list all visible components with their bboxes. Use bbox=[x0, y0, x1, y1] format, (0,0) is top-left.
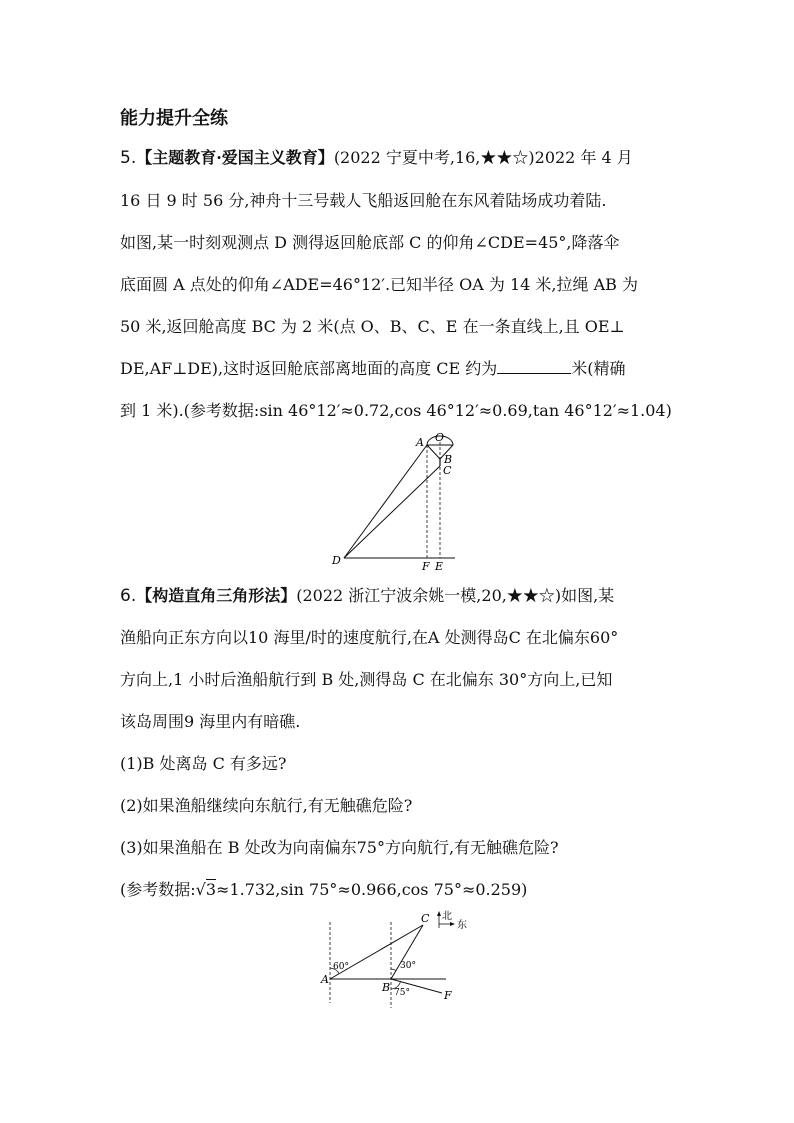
q6-label-60: 60° bbox=[333, 962, 349, 972]
q5-rope-ab bbox=[427, 445, 440, 459]
q6-label-f: F bbox=[444, 989, 452, 1002]
east-arrow-icon bbox=[450, 922, 455, 926]
q6-arc-30 bbox=[391, 969, 396, 971]
q5-line-7: 到 1 米).(参考数据:sin 46°12′≈0.72,cos 46°12′≈0.69,tan 46°12′≈1.04) bbox=[120, 401, 672, 420]
q5-label-o: O bbox=[435, 431, 445, 444]
q5-line-4: 底面圆 A 点处的仰角∠ADE=46°12′.已知半径 OA 为 14 米,拉绳 AB 为 bbox=[120, 275, 638, 294]
q5-label-d: D bbox=[332, 554, 341, 567]
q6-label-a: A bbox=[321, 973, 329, 986]
q5-line-da bbox=[344, 445, 427, 558]
answer-blank bbox=[497, 359, 571, 374]
q5-line-3: 如图,某一时刻观测点 D 测得返回舱底部 C 的仰角∠CDE=45°,降落伞 bbox=[120, 233, 620, 252]
q5-line-1 bbox=[120, 148, 633, 168]
q5-label-f: F bbox=[422, 560, 430, 573]
q5-line-dc bbox=[344, 466, 440, 558]
q6-ref-a: (参考数据: bbox=[120, 880, 196, 899]
q6-figure bbox=[318, 908, 478, 1013]
q5-figure bbox=[330, 430, 465, 575]
q5-number: 5. bbox=[120, 148, 137, 168]
q5-line-5: 50 米,返回舱高度 BC 为 2 米(点 O、B、C、E 在一条直线上,且 OE⊥ bbox=[120, 317, 625, 336]
q6-tag: 【构造直角三角形法】 bbox=[136, 586, 297, 605]
q6-label-30: 30° bbox=[400, 961, 416, 971]
q6-label-75: 75° bbox=[394, 988, 410, 998]
q6-line-4: 该岛周围9 海里内有暗礁. bbox=[120, 712, 301, 731]
q5-line-2: 16 日 9 时 56 分,神舟十三号载人飞船返回舱在东风着陆场成功着陆. bbox=[120, 191, 607, 210]
sqrt-symbol: √ bbox=[195, 880, 206, 899]
q6-label-c: C bbox=[421, 912, 430, 925]
q5-label-c: C bbox=[443, 464, 452, 477]
q5-tag: 【主题教育·爱国主义教育】 bbox=[136, 148, 334, 167]
q5-label-e: E bbox=[435, 560, 444, 573]
q6-number: 6. bbox=[120, 586, 137, 606]
q6-line-2: 渔船向正东方向以10 海里/时的速度航行,在A 处测得岛C 在北偏东60° bbox=[120, 628, 619, 647]
q6-text-1: (2022 浙江宁波余姚一模,20,★★☆)如图,某 bbox=[296, 586, 615, 605]
q5-label-a: A bbox=[416, 436, 424, 449]
q6-ref-b: ≈1.732,sin 75°≈0.966,cos 75°≈0.259) bbox=[216, 880, 528, 899]
sqrt-value: 3 bbox=[205, 880, 217, 899]
north-arrow-icon bbox=[437, 911, 441, 916]
q6-reference bbox=[120, 880, 527, 900]
q6-label-north: 北 bbox=[442, 911, 452, 922]
q6-sub-1: (1)B 处离岛 C 有多远? bbox=[120, 754, 287, 773]
q6-label-east: 东 bbox=[457, 920, 467, 931]
q5-text-1: (2022 宁夏中考,16,★★☆)2022 年 4 月 bbox=[333, 148, 633, 167]
q5-label-b: B bbox=[444, 453, 453, 466]
q6-line-3: 方向上,1 小时后渔船航行到 B 处,测得岛 C 在北偏东 30°方向上,已知 bbox=[120, 670, 613, 689]
q6-line-1 bbox=[120, 586, 614, 606]
q6-sub-3: (3)如果渔船在 B 处改为向南偏东75°方向航行,有无触礁危险? bbox=[120, 838, 559, 857]
section-title: 能力提升全练 bbox=[120, 108, 228, 129]
q5-text-6a: DE,AF⊥DE),这时返回舱底部离地面的高度 CE 约为 bbox=[120, 359, 498, 378]
q6-sub-2: (2)如果渔船继续向东航行,有无触礁危险? bbox=[120, 796, 413, 815]
q5-line-6 bbox=[120, 359, 625, 379]
q5-text-6b: 米(精确 bbox=[571, 359, 626, 378]
q6-label-b: B bbox=[382, 981, 391, 994]
